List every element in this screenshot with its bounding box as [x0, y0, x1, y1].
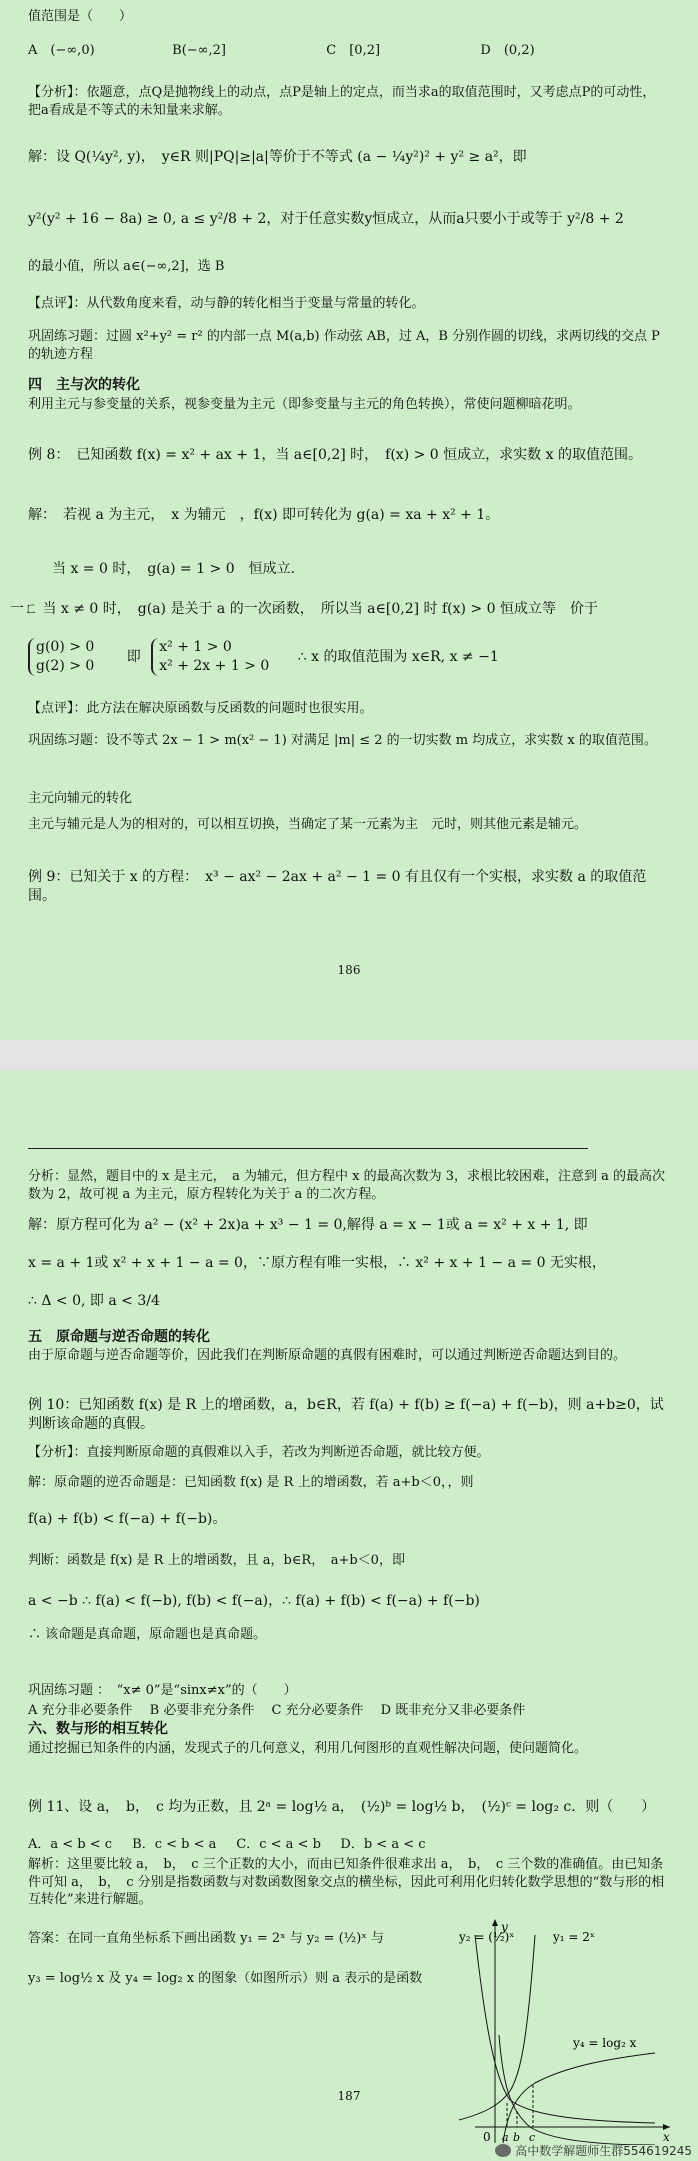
solution-line-3: 的最小值，所以 a∈(−∞,2]，选 B	[28, 259, 225, 274]
option-b: B(−∞,2]	[172, 43, 226, 58]
solution-10-line-1: 解：原命题的逆否命题是：已知函数 f(x) 是 R 上的增函数，若 a+b＜0，，则	[28, 1475, 474, 1490]
watermark-text: 高中数学解题师生群554619245	[515, 2143, 692, 2158]
system-2	[151, 638, 269, 676]
section-5-intro: 由于原命题与逆否命题等价，因此我们在判断原命题的真假有困难时，可以通过判断逆否命题达到目的。	[28, 1348, 627, 1363]
solution-10-line-3: 判断：函数是 f(x) 是 R 上的增函数，且 a，b∈R， a+b＜0，即	[28, 1553, 405, 1568]
system-2-row-1: x² + 1 > 0	[159, 639, 232, 655]
label-origin: 0	[483, 2130, 491, 2144]
comment-8: 【点评】：此方法在解决原函数与反函数的问题时也很实用。	[28, 701, 373, 716]
solution-10-line-4: a < −b ∴ f(a) < f(−b), f(b) < f(−a)，∴ f(a) + f(b) < f(−a) + f(−b)	[28, 1593, 480, 1609]
system-1	[28, 638, 94, 676]
section-6-intro: 通过挖掘已知条件的内涵，发现式子的几何意义，利用几何图形的直观性解决问题，使问题简化。	[28, 1741, 588, 1756]
system-1-row-2: g(2) > 0	[36, 657, 95, 674]
page-187	[0, 1070, 698, 2161]
solution-8-line-3: 一ㄈ 当 x ≠ 0 时， g(a) 是关于 a 的一次函数， 所以当 a∈[0,2] 时 f(x) > 0 恒成立等 价于	[10, 601, 598, 617]
analysis-paragraph: 【分析】：依题意，点Q是抛物线上的动点，点P是轴上的定点，而当求a的取值范围时，又考虑点P的可动性，把a看成是不等式的未知量来求解。	[28, 85, 656, 118]
page-number: 186	[337, 963, 361, 977]
label-y2: y₂ = (½)ˣ	[459, 1930, 515, 1944]
solution-9-line-2: x = a + 1或 x² + x + 1 − a = 0，∵原方程有唯一实根，∴ x² + x + 1 − a = 0 无实根，	[28, 1255, 606, 1271]
analysis-10: 【分析】：直接判断原命题的真假难以入手，若改为判断逆否命题，就比较方便。	[28, 1445, 490, 1460]
option-a: A (−∞,0)	[28, 43, 95, 58]
example-11: 例 11、设 a， b， c 均为正数，且 2ᵃ = log½ a， (½)ᵇ = log½ b， (½)ᶜ = log₂ c．则（ ）	[28, 1799, 656, 1815]
option-11-c: C．c < a < b	[236, 1837, 321, 1852]
wechat-icon	[495, 2144, 511, 2157]
solution-10-line-2: f(a) + f(b) < f(−a) + f(−b)。	[28, 1511, 227, 1527]
header-rule	[28, 1148, 588, 1149]
label-y1: y₁ = 2ˣ	[553, 1930, 595, 1944]
page-gap	[0, 1040, 698, 1070]
exercise-question: 巩固练习题 ： “x≠ 0”是“sinx≠x”的（ ）	[28, 1683, 297, 1698]
label-y4: y₄ = log₂ x	[573, 2036, 637, 2050]
exercise: 巩固练习题：过圆 x²+y² = r² 的内部一点 M(a,b) 作动弦 AB，过 A，B 分别作圆的切线，求两切线的交点 P 的轨迹方程	[28, 329, 660, 362]
option-11-b: B．c < b < a	[132, 1837, 217, 1852]
solution-9-line-3: ∴ Δ < 0, 即 a < 3/4	[28, 1293, 160, 1309]
label-x-axis: x	[663, 2130, 670, 2144]
section-heading-6: 六、数与形的相互转化	[28, 1721, 168, 1737]
option-11-a: A．a < b < c	[28, 1837, 113, 1852]
ji-word: 即	[126, 648, 141, 665]
option-d: D (0,2)	[480, 43, 535, 58]
answer-line-1: 答案：在同一直角坐标系下画出函数 y₁ = 2ˣ 与 y₂ = (½)ˣ 与	[28, 1931, 384, 1946]
example-10: 例 10：已知函数 f(x) 是 R 上的增函数，a，b∈R，若 f(a) + f(b) ≥ f(−a) + f(−b)，则 a+b≥0，试判断该命题的真假。	[28, 1397, 664, 1432]
solution-line-2: y²(y² + 16 − 8a) ≥ 0, a ≤ y²/8 + 2，对于任意实数y恒成立，从而a只要小于或等于 y²/8 + 2	[28, 211, 624, 227]
y-axis-arrow	[492, 1919, 498, 1926]
solution-8-line-1: 解： 若视 a 为主元， x 为辅元 ，f(x) 即可转化为 g(a) = xa + x² + 1。	[28, 507, 500, 523]
label-y-axis: y	[501, 1920, 508, 1934]
solution-8-conclusion: ∴ x 的取值范围为 x∈R, x ≠ −1	[297, 648, 499, 665]
label-c: c	[529, 2131, 536, 2144]
solution-10-line-5: ∴ 该命题是真命题，原命题也是真命题。	[28, 1627, 267, 1642]
question-stem-end: 值范围是（ ）	[28, 9, 133, 24]
system-1-row-1: g(0) > 0	[36, 639, 95, 655]
subheading-text: 主元与辅元是人为的相对的，可以相互切换，当确定了某一元素为主 元时，则其他元素是辅元。	[28, 817, 588, 832]
page-186	[0, 0, 698, 1040]
label-b: b	[513, 2131, 521, 2144]
example-9: 例 9：已知关于 x 的方程： x³ − ax² − 2ax + a² − 1 = 0 有且仅有一个实根，求实数 a 的取值范围。	[28, 869, 647, 904]
choice-options	[28, 42, 668, 60]
system-2-row-2: x² + 2x + 1 > 0	[159, 657, 270, 674]
solution-9-line-1: 解：原方程可化为 a² − (x² + 2x)a + x³ − 1 = 0,解得 a = x − 1或 a = x² + x + 1, 即	[28, 1217, 588, 1233]
section-heading-4: 四 主与次的转化	[28, 377, 140, 393]
section-4-intro: 利用主元与参变量的关系，视参变量为主元（即参变量与主元的角色转换），常使问题柳暗花明。	[28, 397, 581, 412]
watermark	[495, 2143, 692, 2159]
example-8: 例 8： 已知函数 f(x) = x² + ax + 1，当 a∈[0,2] 时， f(x) > 0 恒成立，求实数 x 的取值范围。	[28, 447, 642, 463]
answer-line-2: y₃ = log½ x 及 y₄ = log₂ x 的图象（如图所示）则 a 表示的是函数	[28, 1971, 423, 1986]
exercise-8: 巩固练习题：设不等式 2x − 1 > m(x² − 1) 对满足 |m| ≤ 2 的一切实数 m 均成立，求实数 x 的取值范围。	[28, 733, 657, 748]
subheading-main-to-aux: 主元向辅元的转化	[28, 791, 133, 806]
option-c: C [0,2]	[326, 43, 381, 58]
exercise-options: A 充分非必要条件 B 必要非充分条件 C 充分必要条件 D 既非充分又非必要条件	[28, 1703, 526, 1718]
page-number: 187	[337, 2089, 361, 2103]
solution-8-line-2: 当 x = 0 时， g(a) = 1 > 0 恒成立.	[52, 561, 296, 577]
label-a: a	[502, 2131, 509, 2144]
options-11	[28, 1836, 668, 1854]
analysis-9: 分析：显然，题目中的 x 是主元， a 为辅元，但方程中 x 的最高次数为 3，求根比较困难，注意到 a 的最高次数为 2，故可视 a 为主元，原方程转化为关于 a 的二次方程。	[28, 1169, 665, 1202]
option-11-d: D．b < a < c	[340, 1837, 426, 1852]
function-graph	[455, 1915, 675, 2145]
section-heading-5: 五 原命题与逆否命题的转化	[28, 1329, 210, 1345]
comment: 【点评】：从代数角度来看，动与静的转化相当于变量与常量的转化。	[28, 296, 425, 311]
analysis-11: 解析：这里要比较 a， b， c 三个正数的大小，而由已知条件很难求出 a， b， c 三个数的准确值。由已知条件可知 a， b， c 分别是指数函数与对数函数图象交点的横坐标，因此可利用化归转化数学思想的“数与形的相互转化”来进行解题。	[28, 1857, 665, 1908]
inequality-systems	[28, 638, 668, 676]
solution-line-1: 解：设 Q(¼y², y)， y∈R 则|PQ|≥|a|等价于不等式 (a − ¼y²)² + y² ≥ a²，即	[28, 149, 527, 165]
